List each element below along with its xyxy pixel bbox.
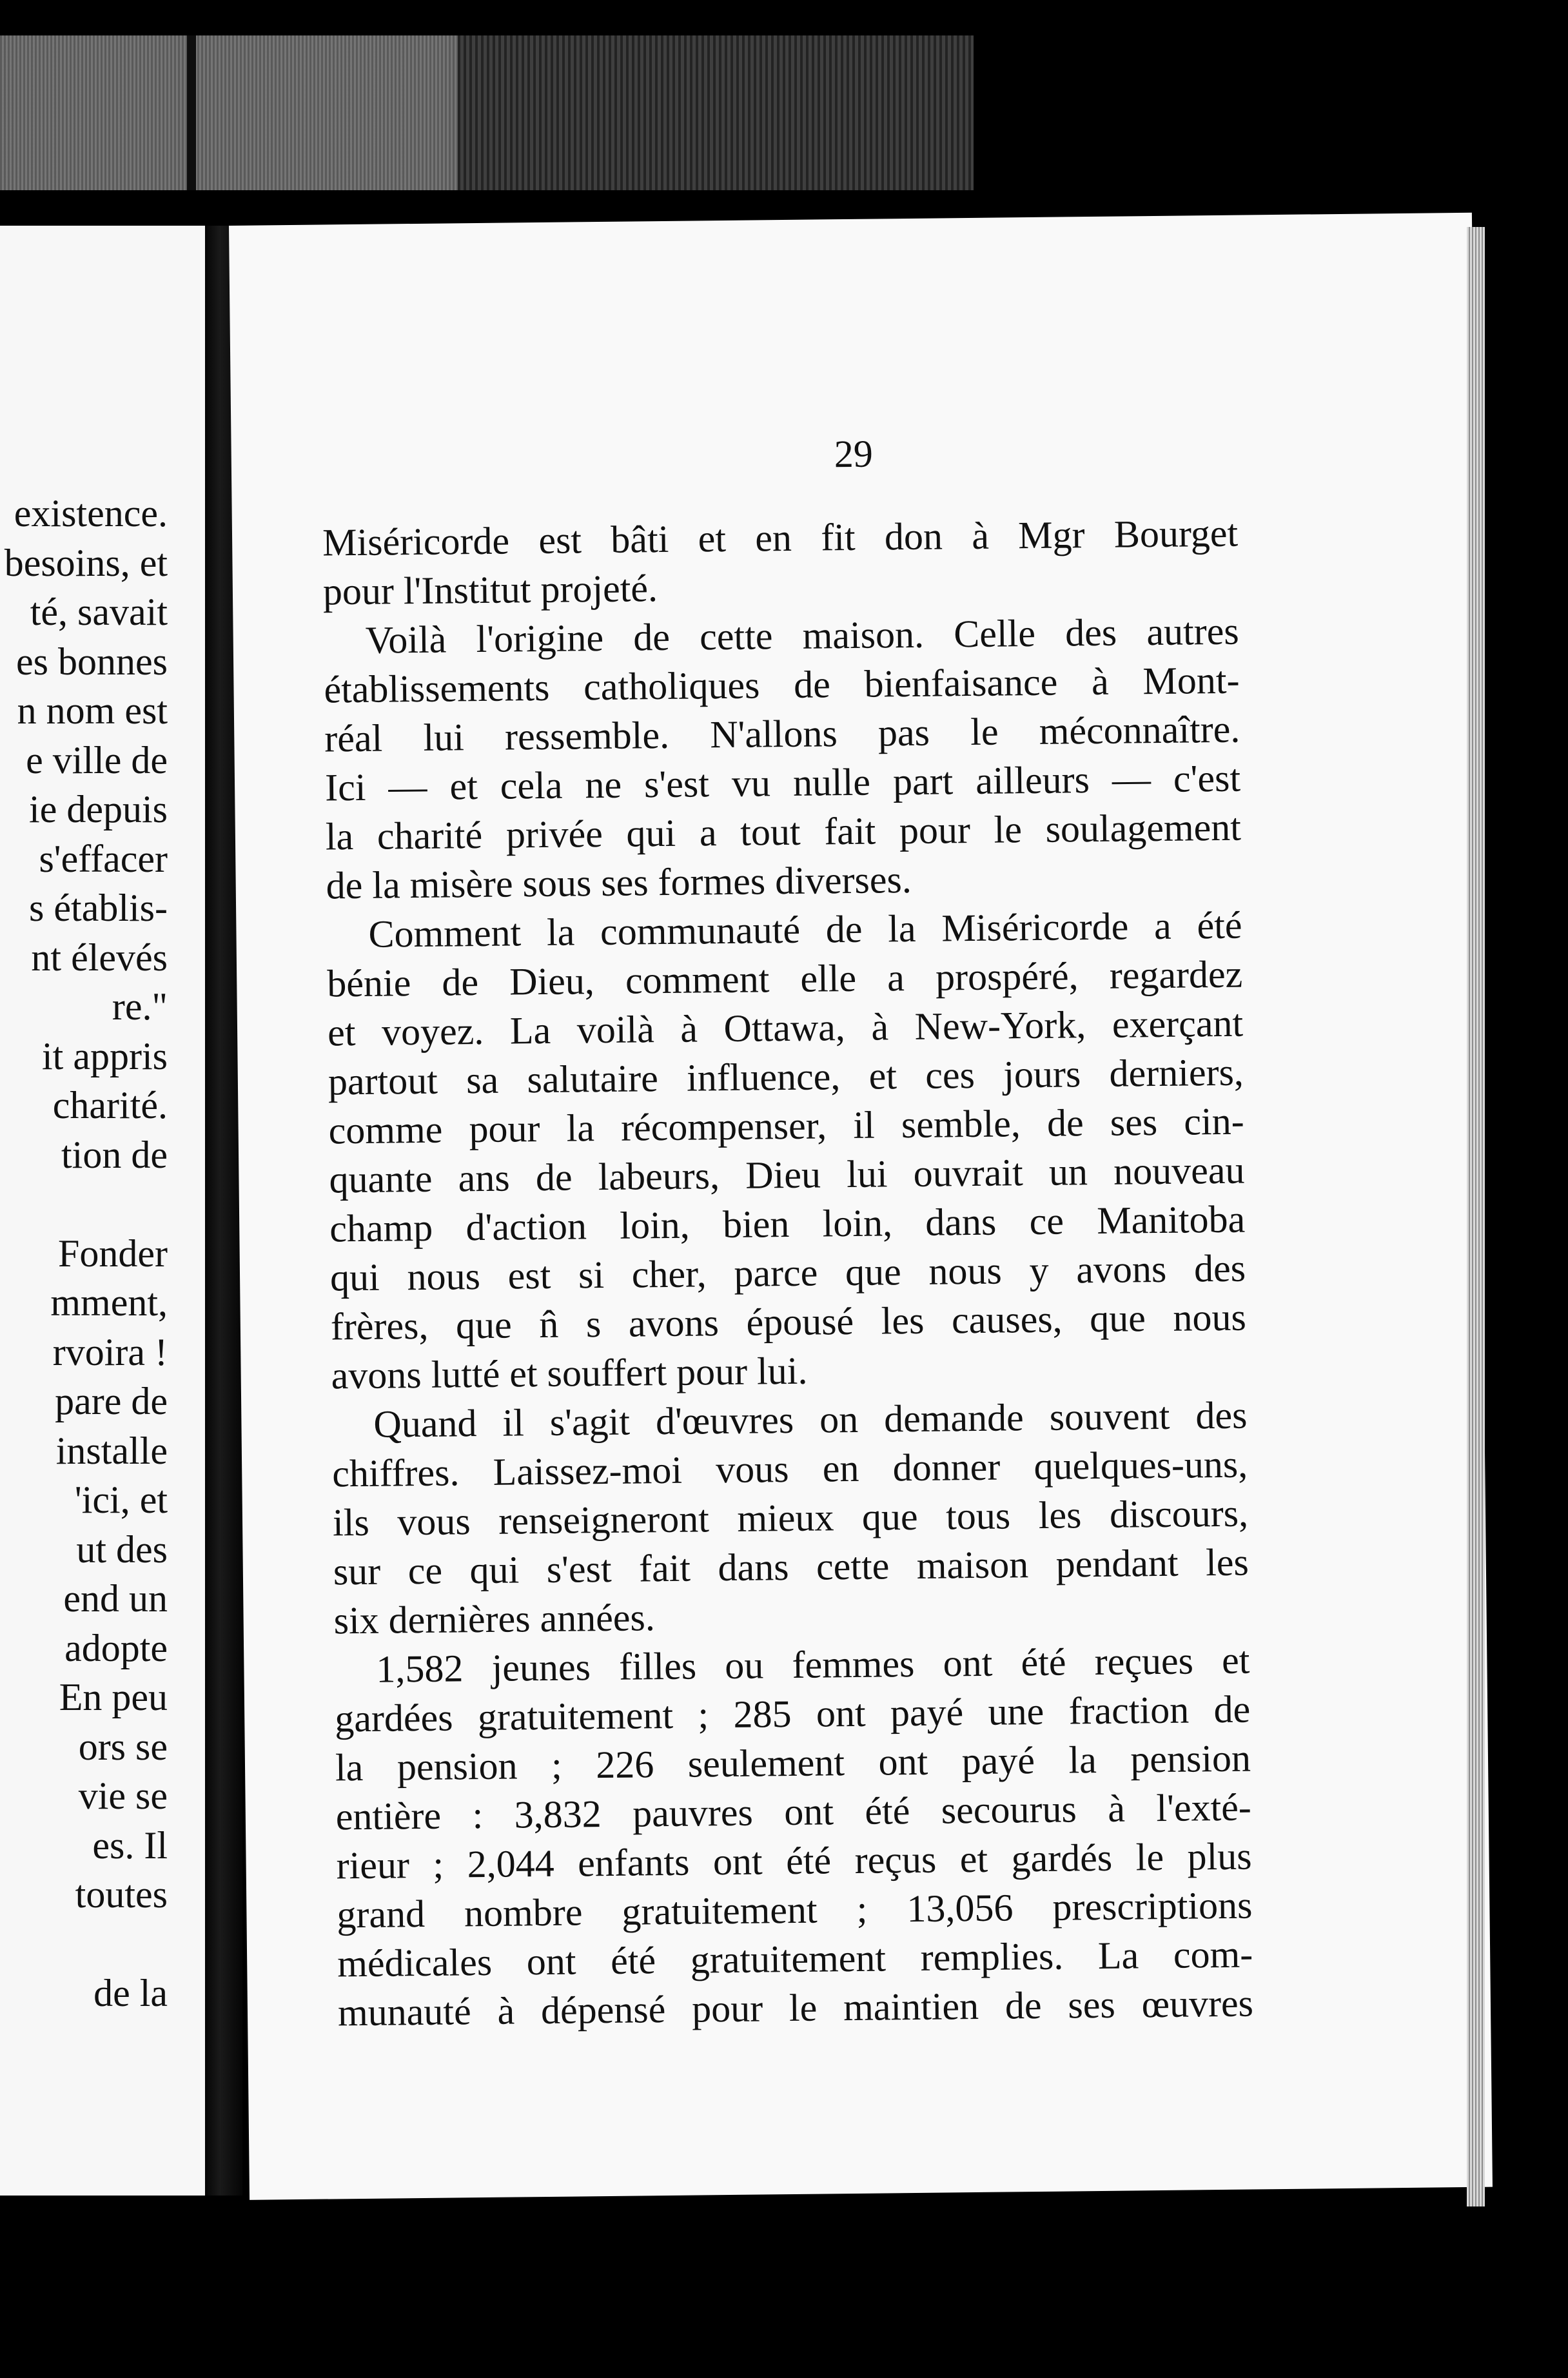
left-text-line: ut des — [76, 1528, 168, 1571]
text-line: partout sa salutaire influence, et ces jours derniers, — [328, 1050, 1244, 1103]
text-line: bénie de Dieu, comment elle a prospéré, regardez — [326, 952, 1243, 1005]
left-page-text — [5, 489, 168, 2018]
left-page-fragment — [0, 226, 205, 2196]
text-line: la charité privée qui a tout fait pour le soulagement — [325, 805, 1242, 858]
left-text-line: s'effacer — [39, 837, 168, 880]
text-line: pour l'Institut projeté. — [322, 567, 658, 613]
text-line: rieur ; 2,044 enfants ont été reçus et gardés le plus — [336, 1834, 1252, 1887]
left-text-line: de la — [93, 1972, 168, 2014]
text-line: grand nombre gratuitement ; 13,056 prescriptions — [337, 1883, 1253, 1936]
left-text-line: e ville de — [26, 738, 168, 781]
left-text-line — [5, 1179, 168, 1229]
left-text-line: es bonnes — [16, 640, 168, 683]
left-text-line: s établis- — [29, 887, 168, 929]
text-line: de la misère sous ses formes diverses. — [326, 858, 912, 907]
text-line: Ici — et cela ne s'est vu nulle part ailleurs — c'est — [324, 756, 1241, 809]
text-line: champ d'action loin, bien loin, dans ce Manitoba — [329, 1197, 1246, 1250]
left-text-line: En peu — [59, 1676, 168, 1718]
text-line: médicales ont été gratuitement remplies. La com- — [337, 1932, 1253, 1985]
text-line: réal lui ressemble. N'allons pas le méconnaître. — [324, 707, 1240, 760]
text-line: frères, que n̂ s avons épousé les causes, que nous — [330, 1295, 1247, 1348]
left-text-line: ie depuis — [29, 788, 168, 830]
page-stack-edge — [1467, 227, 1485, 2206]
left-text-line: 'ici, et — [74, 1479, 168, 1521]
right-page — [229, 213, 1493, 2200]
text-line: comme pour la récompenser, il semble, de ses cin- — [328, 1099, 1244, 1152]
left-text-line: ors se — [78, 1725, 168, 1768]
text-line: Voilà l'origine de cette maison. Celle des autres — [365, 609, 1240, 662]
text-line: avons lutté et souffert pour lui. — [331, 1349, 808, 1397]
page-number: 29 — [834, 432, 874, 476]
text-line: gardées gratuitement ; 285 ont payé une fraction de — [334, 1687, 1251, 1740]
text-line: six dernières années. — [333, 1596, 656, 1642]
left-text-line: installe — [55, 1429, 168, 1472]
left-text-line: end un — [63, 1577, 168, 1620]
text-line: qui nous est si cher, parce que nous y avons des — [329, 1246, 1246, 1299]
left-text-line: té, savait — [30, 591, 168, 633]
text-line: sur ce qui s'est fait dans cette maison pendant les — [333, 1540, 1250, 1593]
left-text-line: nt élevés — [31, 936, 168, 979]
left-text-line: re." — [112, 985, 168, 1028]
text-line: Quand il s'agit d'œuvres on demande souvent des — [373, 1393, 1248, 1446]
left-text-line: n nom est — [17, 689, 168, 732]
text-line: ils vous renseigneront mieux que tous les discours, — [332, 1491, 1249, 1544]
left-text-line: besoins, et — [4, 541, 168, 584]
text-line: chiffres. Laissez-moi vous en donner quelques-uns, — [331, 1442, 1248, 1495]
left-text-line: toutes — [75, 1873, 168, 1916]
text-line: munauté à dépensé pour le maintien de ses œuvres — [337, 1981, 1254, 2034]
left-text-line: existence. — [14, 492, 168, 535]
text-line: établissements catholiques de bienfaisance à Mont- — [324, 658, 1240, 711]
left-text-line: es. Il — [92, 1823, 168, 1867]
left-text-line: tion de — [61, 1133, 168, 1176]
text-line: Miséricorde est bâti et en fit don à Mgr Bourget — [322, 511, 1239, 564]
left-text-line: charité. — [52, 1084, 168, 1126]
left-text-line: it appris — [42, 1034, 168, 1077]
left-text-line: vie se — [78, 1774, 168, 1817]
text-line: et voyez. La voilà à Ottawa, à New-York, exerçant — [327, 1001, 1244, 1054]
left-text-line: mment, — [50, 1281, 168, 1324]
text-line: la pension ; 226 seulement ont payé la pension — [335, 1736, 1251, 1789]
cover-binding-bar — [187, 35, 196, 190]
text-line: quante ans de labeurs, Dieu lui ouvrait un nouveau — [329, 1148, 1245, 1201]
left-text-line — [5, 1920, 168, 1969]
page-body-text — [322, 509, 1254, 2038]
left-text-line: Fonder — [58, 1232, 168, 1275]
book-cover-band — [0, 35, 974, 190]
text-line: Comment la communauté de la Miséricorde a été — [368, 903, 1242, 956]
left-text-line: pare de — [55, 1380, 168, 1422]
left-text-line: rvoira ! — [52, 1330, 168, 1373]
cover-dark-strip — [458, 35, 974, 190]
text-line: entière : 3,832 pauvres ont été secourus à l'exté- — [335, 1785, 1252, 1838]
text-line: 1,582 jeunes filles ou femmes ont été reçues et — [376, 1638, 1250, 1691]
left-text-line: adopte — [64, 1626, 168, 1669]
